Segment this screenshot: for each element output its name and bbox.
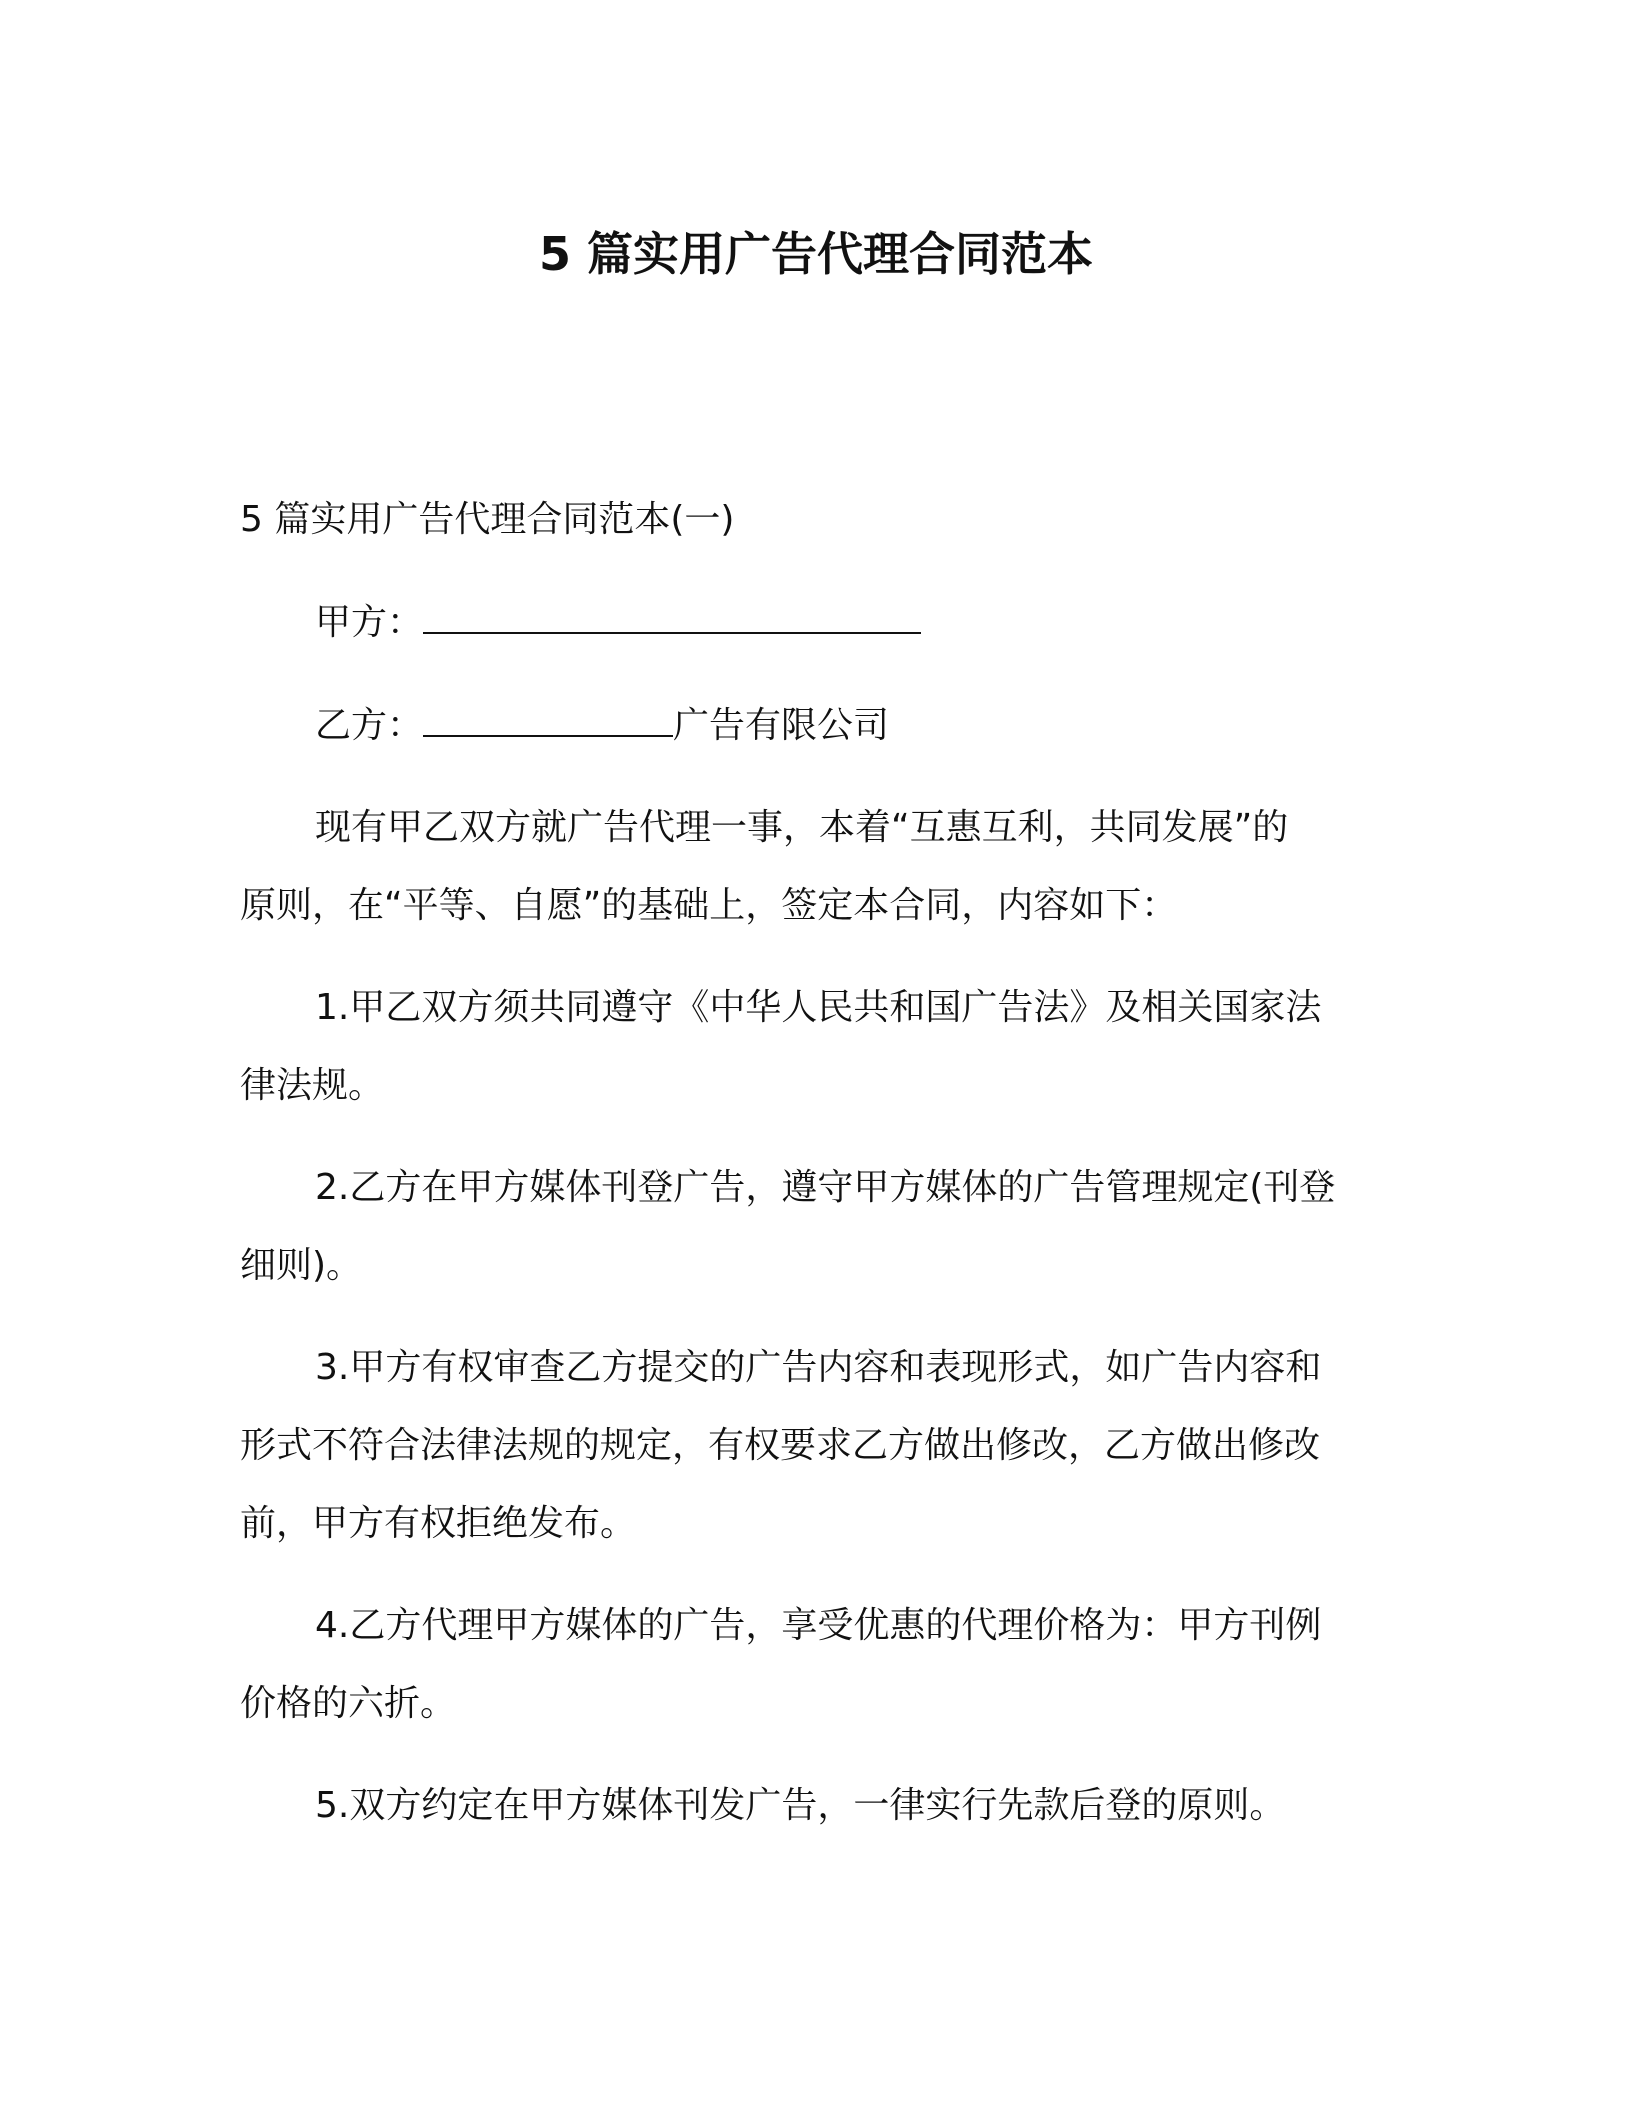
document-title: 5 篇实用广告代理合同范本	[538, 227, 1094, 281]
clause-2-line-2: 细则)。	[240, 1245, 363, 1286]
clause-2-line-1: 2.乙方在甲方媒体刊登广告，遵守甲方媒体的广告管理规定(刊登	[315, 1167, 1336, 1208]
clause-3-line-1: 3.甲方有权审查乙方提交的广告内容和表现形式，如广告内容和	[315, 1347, 1322, 1388]
party-a-blank	[423, 598, 921, 634]
clause-1-line-1: 1.甲乙双方须共同遵守《中华人民共和国广告法》及相关国家法	[315, 987, 1322, 1028]
party-b-blank	[423, 701, 673, 737]
section-heading: 5 篇实用广告代理合同范本(一)	[240, 499, 735, 540]
party-b-line	[315, 700, 889, 752]
clause-5-line-1: 5.双方约定在甲方媒体刊发广告，一律实行先款后登的原则。	[315, 1785, 1286, 1826]
intro-line-1: 现有甲乙双方就广告代理一事，本着“互惠互利，共同发展”的	[315, 807, 1289, 848]
clause-3-line-3: 前，甲方有权拒绝发布。	[240, 1503, 637, 1544]
party-a-label: 甲方：	[315, 602, 424, 643]
clause-4-line-2: 价格的六折。	[240, 1683, 457, 1724]
party-b-label: 乙方：	[315, 705, 424, 746]
clause-3-line-2: 形式不符合法律法规的规定，有权要求乙方做出修改，乙方做出修改	[240, 1425, 1321, 1466]
party-b-suffix: 广告有限公司	[673, 705, 890, 746]
party-a-line	[315, 597, 921, 649]
intro-line-2: 原则，在“平等、自愿”的基础上，签定本合同，内容如下：	[240, 885, 1178, 926]
clause-4-line-1: 4.乙方代理甲方媒体的广告，享受优惠的代理价格为：甲方刊例	[315, 1605, 1322, 1646]
clause-1-line-2: 律法规。	[240, 1065, 385, 1106]
